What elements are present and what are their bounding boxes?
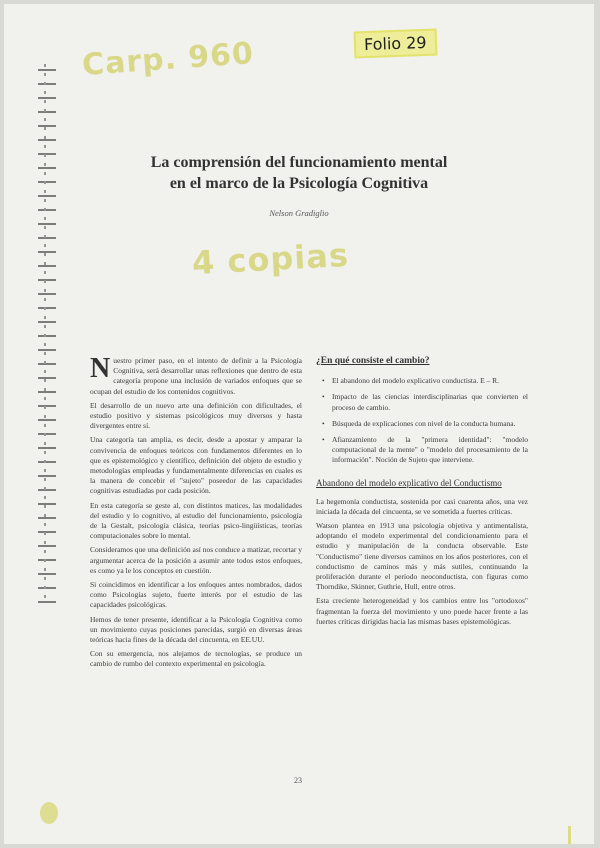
bullet-item: • Búsqueda de explicaciones con nivel de la conducta humana. bbox=[322, 419, 528, 429]
paragraph: La hegemonía conductista, sostenida por casi cuarenta años, una vez iniciada la década del cincuenta, se ve sometida a fuertes críticas. bbox=[316, 496, 528, 516]
bullet-list bbox=[322, 376, 528, 465]
paragraph: Con su emergencia, nos alejamos de tecnologías, se produce un cambio de rumbo del contexto experimental en psicología. bbox=[90, 649, 302, 669]
handwritten-stamp-top: Carp. 960 bbox=[80, 36, 256, 83]
paragraph: Esta creciente heterogeneidad y los cambios entre los "ortodoxos" fragmentan la fuerza del movimiento y uno puede hacer frente a las fuertes críticas dirigidas hacia las mismas bases epistemológicas. bbox=[316, 596, 528, 626]
highlighter-mark bbox=[40, 802, 58, 824]
drop-cap: N bbox=[90, 353, 111, 384]
paragraph: Si coincidimos en identificar a los enfoques antes nombrados, dados como Psicologías sujeto, fuerte interés por el estudio de las capacidades psicológicas. bbox=[90, 580, 302, 610]
right-column bbox=[316, 356, 528, 631]
section-heading: ¿En qué consiste el cambio? bbox=[316, 356, 430, 366]
section-heading-2: Abandono del modelo explicativo del Conductismo bbox=[316, 477, 502, 488]
bullet-item: • Afianzamiento de la "primera identidad": "modelo computacional de la mente" o "modelo del procesamiento de la información". Noción de Sujeto que interviene. bbox=[322, 435, 528, 466]
bullet-item: • Impacto de las ciencias interdisciplinarias que convierten el proceso de cambio. bbox=[322, 392, 528, 412]
folio-sticker: Folio 29 bbox=[354, 29, 437, 59]
handwritten-copies: 4 copias bbox=[191, 235, 350, 283]
title-line-2: en el marco de la Psicología Cognitiva bbox=[169, 175, 429, 192]
paragraph: Watson plantea en 1913 una psicología objetiva y antimentalista, adoptando el modelo experimental del condicionamiento para el estudio y manipulación de la conducta observable. Este "Conductismo" tiene diversos caminos en los años posteriores, con el conductismo de caminos más y más sutiles, continuando la proliferación durante el período neoconductista, con figuras como Thorndike, Skinner, Guthrie, Hull, entre otros. bbox=[316, 521, 528, 592]
left-column bbox=[90, 353, 302, 674]
bullet-item: • El abandono del modelo explicativo conductista. E – R. bbox=[322, 376, 528, 386]
highlighter-stroke bbox=[568, 826, 571, 844]
author-name: Nelson Gradiglio bbox=[269, 208, 329, 218]
document-page bbox=[4, 4, 594, 844]
paragraph: Una categoría tan amplia, es decir, desde a apostar y amparar la convivencia de enfoques teóricos con fundamentos diferentes en lo que es epistemológico y científico, definición del objeto de estudio y metodologías empleadas y fundamentalmente diferencias en cuales es la manera de concebir el "sujeto" poseedor de las capacidades cognitivas estudiadas por cada posición. bbox=[90, 435, 302, 496]
paragraph: En esta categoría se geste al, con distintos matices, las modalidades del estudio y lo cognitivo, al estudio del funcionamiento, psicología de la Gestalt, psicología clásica, teorías psico-lingüísticas, teorías computacionales sobre lo mental. bbox=[90, 500, 302, 541]
title-line-1: La comprensión del funcionamiento mental bbox=[150, 154, 448, 171]
binding-stitches bbox=[38, 64, 56, 604]
article-title bbox=[114, 152, 484, 194]
paragraph: Consideramos que una definición así nos conduce a matizar, recortar y argumentar acerca de la posición a asumir ante todos estos enfoques, es como ya le los conceptos en cuestión. bbox=[90, 545, 302, 575]
page-number: 23 bbox=[294, 776, 302, 785]
paragraph: El desarrollo de un nuevo arte una definición con dificultades, el estudio positivo y sistemas psicológicos muy diversos y hasta divergentes entre sí. bbox=[90, 400, 302, 431]
paragraph: Nuestro primer paso, en el intento de definir a la Psicología Cognitiva, será desarrollar unas reflexiones que dentro de esta categoría propone una inclusión de variados enfoques que se ocupan del estudio de los contenidos cognitivos. bbox=[90, 353, 302, 396]
paragraph: Hemos de tener presente, identificar a la Psicología Cognitiva como un movimiento cuyas posiciones parecidas, surgió en diversas áreas teóricas hacia fines de la década del cincuenta, en EE.UU. bbox=[90, 614, 302, 645]
